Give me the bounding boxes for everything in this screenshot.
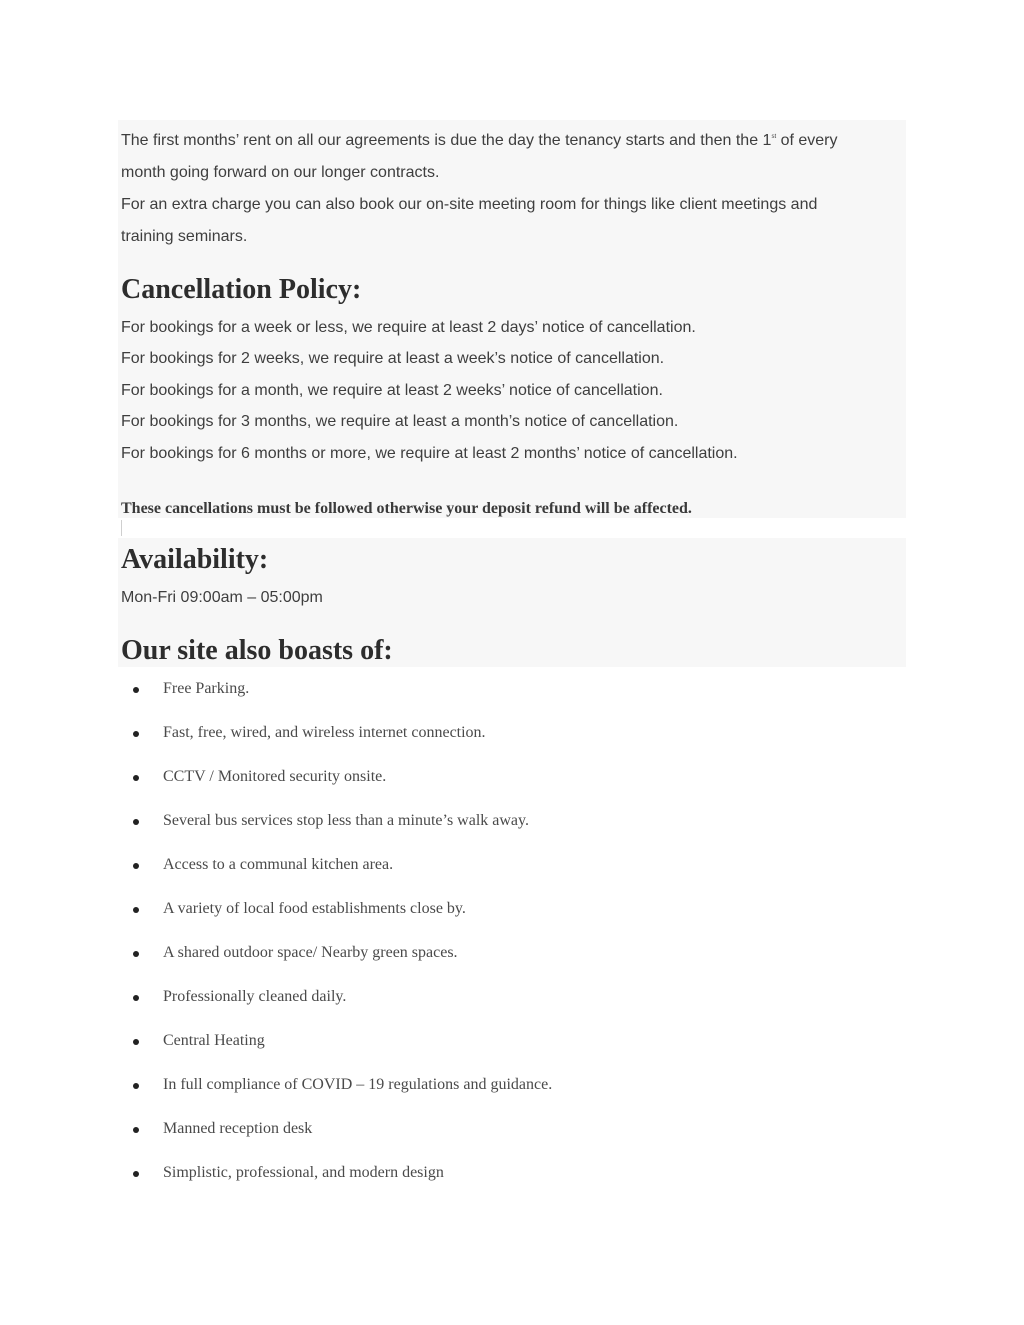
list-item — [163, 724, 486, 742]
intro-line-1 — [121, 132, 837, 150]
cancellation-item: For bookings for a month, we require at least 2 weeks’ notice of cancellation. — [121, 382, 663, 399]
list-item-text: A shared outdoor space/ Nearby green spaces. — [163, 944, 458, 961]
bullet-icon — [133, 951, 139, 957]
boasts-heading: Our site also boasts of: — [121, 635, 393, 666]
list-item-text: Fast, free, wired, and wireless internet connection. — [163, 724, 486, 741]
availability-section — [118, 538, 906, 667]
cancellation-item: For bookings for 2 weeks, we require at least a week’s notice of cancellation. — [121, 350, 665, 367]
list-item — [163, 1120, 312, 1138]
list-item — [163, 856, 393, 874]
bullet-icon — [133, 863, 139, 869]
availability-heading: Availability: — [121, 544, 269, 575]
list-item-text: Central Heating — [163, 1032, 265, 1049]
intro-line-2: month going forward on our longer contracts. — [121, 164, 440, 181]
intro-line-1-tail: of every — [776, 132, 838, 149]
bullet-icon — [133, 1083, 139, 1089]
list-item — [163, 1164, 444, 1182]
list-item-text: Simplistic, professional, and modern design — [163, 1164, 444, 1181]
bullet-icon — [133, 819, 139, 825]
list-item-text: Manned reception desk — [163, 1120, 313, 1137]
list-item — [163, 768, 386, 786]
list-item-text: Access to a communal kitchen area. — [163, 856, 394, 873]
list-item-text: Several bus services stop less than a minute’s walk away. — [163, 812, 529, 829]
list-item — [163, 900, 466, 918]
list-item — [163, 944, 458, 962]
cancellation-heading: Cancellation Policy: — [121, 274, 362, 305]
policy-section — [118, 120, 906, 518]
bullet-icon — [133, 995, 139, 1001]
bullet-icon — [133, 1039, 139, 1045]
bullet-icon — [133, 1171, 139, 1177]
intro-line-1-text: The first months’ rent on all our agreements is due the day the tenancy starts and then the 1 — [121, 132, 772, 149]
text-cursor-mark — [121, 520, 122, 536]
list-item — [163, 1076, 552, 1094]
cancellation-item: For bookings for 3 months, we require at least a month’s notice of cancellation. — [121, 413, 679, 430]
list-item — [163, 1032, 265, 1050]
ordinal-suffix: st — [771, 134, 777, 140]
list-item-text: Free Parking. — [163, 680, 250, 697]
cancellation-warning: These cancellations must be followed otherwise your deposit refund will be affected. — [121, 500, 692, 517]
bullet-icon — [133, 687, 139, 693]
list-item — [163, 680, 249, 698]
list-item — [163, 988, 346, 1006]
cancellation-item: For bookings for a week or less, we require at least 2 days’ notice of cancellation. — [121, 319, 696, 336]
availability-hours: Mon-Fri 09:00am – 05:00pm — [121, 589, 323, 606]
bullet-icon — [133, 775, 139, 781]
cancellation-item: For bookings for 6 months or more, we require at least 2 months’ notice of cancellation. — [121, 445, 738, 462]
intro-line-3: For an extra charge you can also book our on-site meeting room for things like client meetings and — [121, 196, 818, 213]
list-item-text: A variety of local food establishments close by. — [163, 900, 466, 917]
list-item-text: CCTV / Monitored security onsite. — [163, 768, 387, 785]
bullet-icon — [133, 907, 139, 913]
list-item-text: Professionally cleaned daily. — [163, 988, 347, 1005]
list-item-text: In full compliance of COVID – 19 regulations and guidance. — [163, 1076, 553, 1093]
bullet-icon — [133, 731, 139, 737]
bullet-icon — [133, 1127, 139, 1133]
list-item — [163, 812, 529, 830]
intro-line-4: training seminars. — [121, 228, 248, 245]
